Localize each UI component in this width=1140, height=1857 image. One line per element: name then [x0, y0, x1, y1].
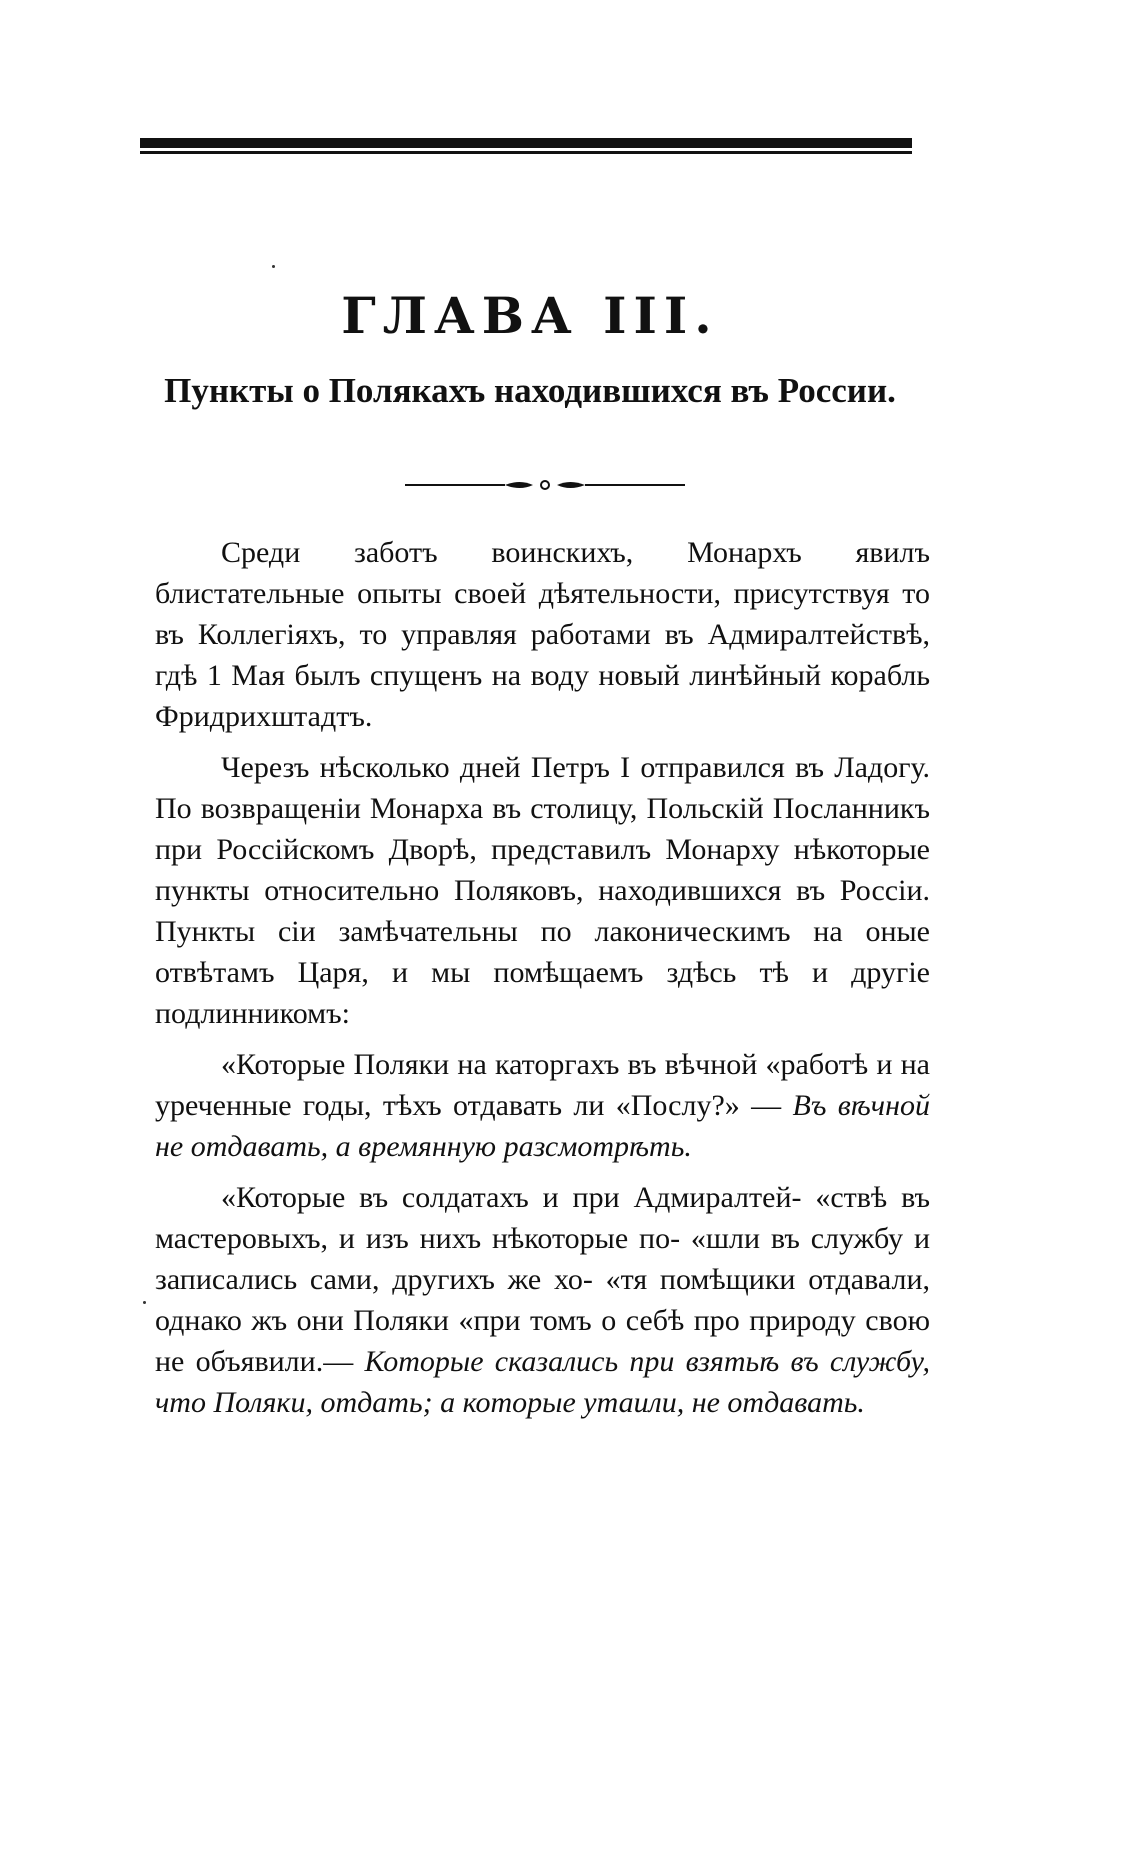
paragraph-3-text: «Которые Поляки на каторгахъ въ вѣчной «работѣ и на уреченные годы, тѣхъ отдавать ли «Послу?» — — [155, 1048, 930, 1122]
chapter-subtitle: Пункты о Полякахъ находившихся въ России. — [164, 371, 896, 410]
body-text — [155, 532, 930, 1433]
header-double-rule — [140, 138, 912, 156]
header-rule-thin — [140, 151, 912, 154]
chapter-title: ГЛАВА III. — [341, 286, 719, 345]
paragraph-2 — [155, 747, 930, 1034]
print-speck — [143, 1301, 146, 1304]
paragraph-1-text: Среди заботъ воинскихъ, Монархъ явилъ блистательные опыты своей дѣятельности, присутствуя то въ Коллегiяхъ, то управляя работами въ Адмиралтействѣ, гдѣ 1 Мая былъ спущенъ на воду новый линѣйный корабль Фридрихштадтъ. — [155, 536, 930, 733]
paragraph-3-reply: Въ вѣчной не отдавать, а времянную разсмотрѣть. — [155, 1089, 930, 1163]
section-ornament-icon — [405, 476, 685, 494]
paragraph-2-text: Черезъ нѣсколько дней Петръ I отправился въ Ладогу. По возвращенiи Монарха въ столицу, Польскiй Посланникъ при Россiйскомъ Дворѣ, представилъ Монарху нѣкоторые пункты относительно Поляковъ, находившихся въ Россiи. Пункты сiи замѣчательны по лаконическимъ на оные отвѣтамъ Царя, и мы помѣщаемъ здѣсь тѣ и другiе подлинникомъ: — [155, 751, 930, 1030]
paragraph-4-reply: Которые сказались при взятьѣ въ службу, что Поляки, отдать; а которые утаили, не отдавать. — [155, 1345, 930, 1419]
paragraph-1 — [155, 532, 930, 737]
paragraph-4-quote — [155, 1177, 930, 1423]
paragraph-4-text: «Которые въ солдатахъ и при Адмиралтей- «ствѣ въ мастеровыхъ, и изъ нихъ нѣкоторые по- «шли въ службу и записались сами, другихъ же хо- «тя помѣщики отдавали, однако жъ они Поляки «при томъ о себѣ про природу свою не объявили.— — [155, 1181, 930, 1378]
header-rule-thick — [140, 138, 912, 148]
paragraph-3-quote — [155, 1044, 930, 1167]
print-speck — [272, 265, 275, 268]
